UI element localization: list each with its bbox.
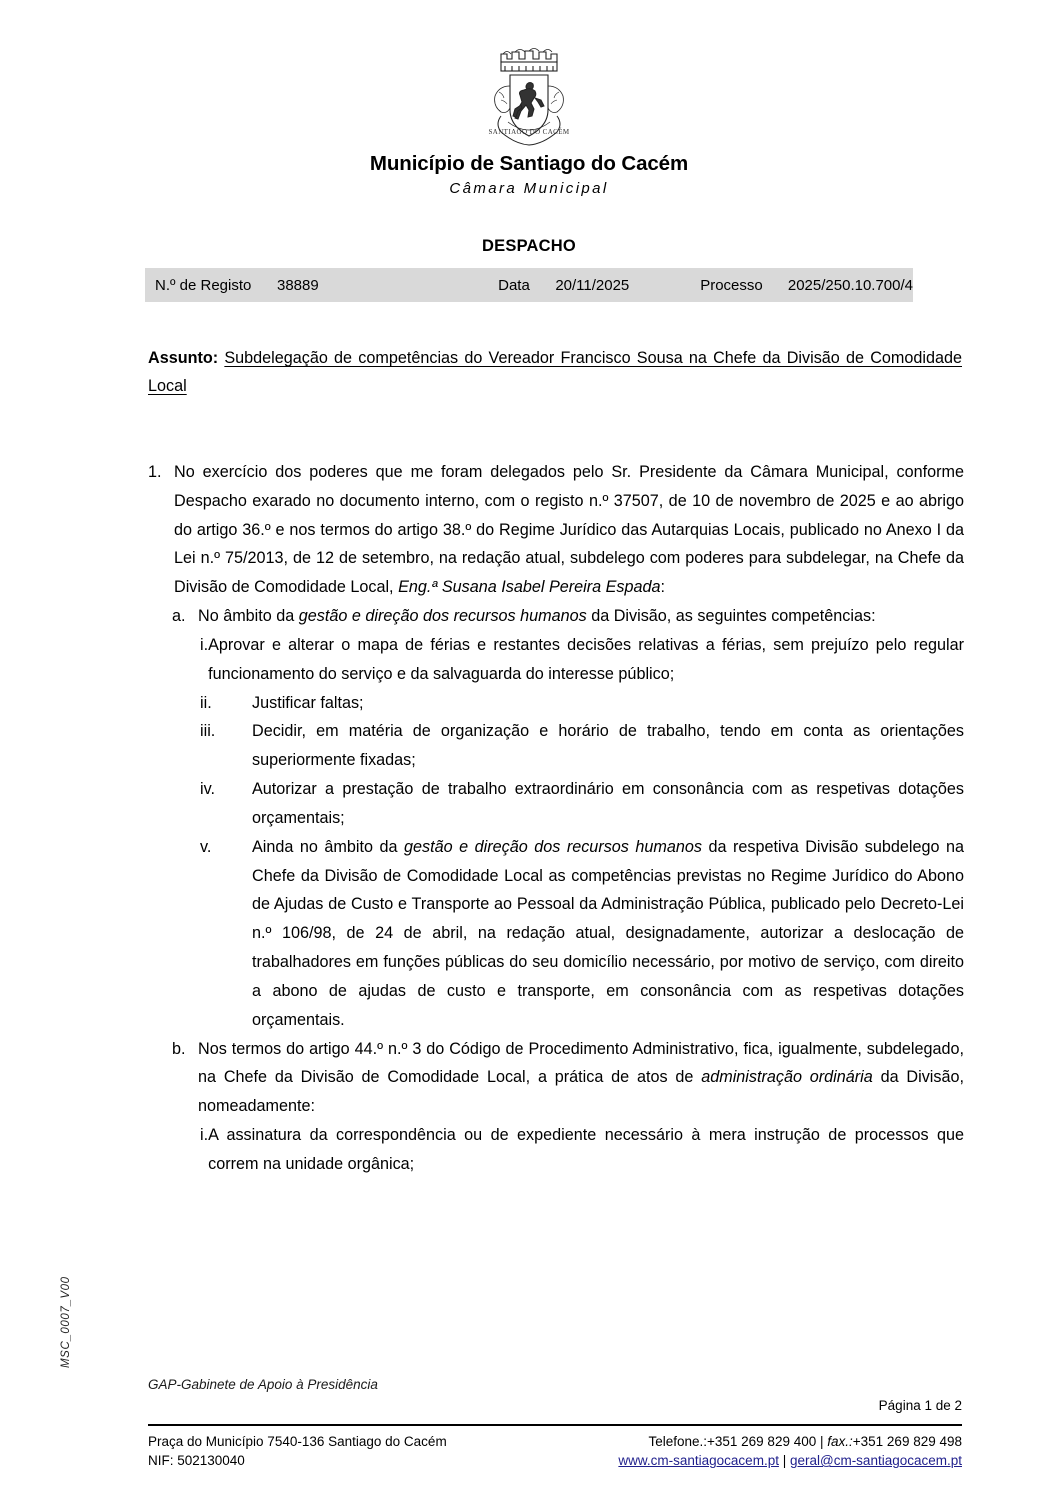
footer-fax-value: +351 269 829 498 — [852, 1434, 962, 1449]
clause-a-marker: a. — [172, 607, 186, 626]
clause-b-marker: b. — [172, 1039, 186, 1058]
clause-a-v-emphasis: gestão e direção dos recursos humanos — [404, 837, 702, 856]
footer-department: GAP-Gabinete de Apoio à Presidência — [148, 1377, 378, 1392]
clause-b-i-text: A assinatura da correspondência ou de expediente necessário à mera instrução de processos que correm na unidade orgânica; — [208, 1126, 964, 1173]
footer-address — [148, 1432, 447, 1470]
clause-a-iii-marker: iii. — [200, 722, 216, 741]
clause-a-v-text-a: Ainda no âmbito da — [252, 837, 405, 856]
clause-a-iii-text: Decidir, em matéria de organização e horário de trabalho, tendo em conta as orientações superiormente fixadas; — [252, 722, 964, 770]
clause-a-i — [200, 631, 964, 689]
clause-a-text-a: No âmbito da — [198, 607, 299, 626]
clause-a-ii — [200, 689, 964, 718]
clause-1-text-a: No exercício dos poderes que me foram delegados pelo Sr. Presidente da Câmara Municipal, conforme Despacho exarado no documento interno, com o registo n.º 37507, de 10 de novembro de 2025 e ao abrigo do artigo 36.º e nos termos do artigo 38.º do Regime Jurídico das Autarquias Locais, publicado no Anexo I da Lei n.º 75/2013, de 12 de setembro, na redação atual, subdelego com poderes para subdelegar, na Chefe da Divisão de Comodidade Local, — [174, 463, 964, 597]
document-version-code: MSC_0007_V00 — [60, 1276, 72, 1368]
clause-1-text-b: : — [660, 578, 666, 597]
clause-a-v — [200, 833, 964, 1035]
clause-a-v-marker: v. — [200, 837, 212, 856]
document-body — [148, 458, 964, 1179]
clause-b-content — [198, 1035, 964, 1121]
clause-a-v-content — [252, 833, 964, 1035]
data-label: Data — [498, 276, 530, 294]
clause-a-i-text: Aprovar e alterar o mapa de férias e restantes decisões relativas a férias, sem prejuízo pelo regular funcionamento do serviço e da salvaguarda do interesse público; — [208, 635, 964, 683]
footer-contact-separator: | — [816, 1434, 828, 1449]
footer-phone-label: Telefone.: — [648, 1434, 707, 1449]
santiago-do-cacem-coat-of-arms-icon — [481, 42, 577, 150]
data-value: 20/11/2025 — [555, 276, 630, 294]
svg-text:SANTIAGO DO CACÉM: SANTIAGO DO CACÉM — [488, 128, 570, 136]
clause-a-i-marker: i. — [200, 635, 209, 654]
clause-a-iv-content — [252, 775, 964, 833]
footer-phone-line — [618, 1432, 962, 1451]
footer-page-number: Página 1 de 2 — [878, 1398, 962, 1413]
crest-container — [0, 42, 1058, 150]
organization-title: Município de Santiago do Cacém — [369, 152, 689, 175]
clause-a — [172, 602, 964, 631]
clause-a-iii-content — [252, 717, 964, 775]
clause-1-name: Eng.ª Susana Isabel Pereira Espada — [398, 578, 661, 597]
subject-label: Assunto: — [148, 349, 219, 367]
clause-a-ii-text: Justificar faltas; — [252, 693, 364, 712]
subject-value: Subdelegação de competências do Vereador Francisco Sousa na Chefe da Divisão de Comodidade Local — [148, 349, 962, 395]
footer-link-separator: | — [778, 1453, 790, 1469]
registry-table — [145, 268, 913, 302]
clause-b-text-a: Nos termos do artigo 44.º n.º 3 do Código de Procedimento Administrativo, fica, igualmente, subdelegado, na Chefe da Divisão de Comodidade Local, a prática de atos de — [198, 1039, 964, 1087]
footer-divider — [148, 1424, 962, 1426]
processo-value: 2025/250.10.700/4 — [787, 276, 913, 294]
clause-a-v-text-b: da respetiva Divisão subdelego na Chefe da Divisão de Comodidade Local as competências previstas no Regime Jurídico do Abono de Ajudas de Custo e Transporte ao Pessoal da Administração Pública, publicado pelo Decreto-Lei n.º 106/98, de 24 de abril, na redação atual, designadamente, autorizar a deslocação de trabalhadores em funções públicas do seu domicílio necessário, por motivo de serviço, com direito a abono de ajudas de custo e transporte, em consonância com as respetivas dotações orçamentais. — [252, 837, 964, 1029]
clause-1-marker: 1. — [148, 463, 162, 481]
footer-web-line — [618, 1451, 962, 1470]
clause-b-i-content — [208, 1121, 964, 1179]
clause-a-i-content — [208, 631, 964, 689]
footer-columns — [148, 1432, 962, 1470]
clause-b-emphasis: administração ordinária — [701, 1068, 873, 1087]
footer-fax-label: fax.: — [827, 1434, 853, 1449]
subject-line — [148, 345, 962, 401]
document-kind-heading: DESPACHO — [482, 237, 576, 255]
clause-1-content — [174, 458, 964, 602]
clause-b — [172, 1035, 964, 1121]
footer-phone-value: +351 269 829 400 — [707, 1434, 817, 1449]
footer-contacts — [618, 1432, 962, 1470]
clause-a-ii-marker: ii. — [200, 693, 212, 712]
clause-a-emphasis: gestão e direção dos recursos humanos — [298, 607, 587, 626]
clause-b-i — [200, 1121, 964, 1179]
clause-a-iii — [200, 717, 964, 775]
clause-a-iv-text: Autorizar a prestação de trabalho extraordinário em consonância com as respetivas dotações orçamentais; — [252, 780, 964, 827]
footer-email-link[interactable]: geral@cm-santiagocacem.pt — [789, 1453, 962, 1469]
footer-address-line2: NIF: 502130040 — [148, 1453, 245, 1469]
clause-b-text-b: da Divisão, nomeadamente: — [198, 1068, 964, 1116]
processo-label: Processo — [700, 276, 763, 294]
footer-address-line1: Praça do Município 7540-136 Santiago do Cacém — [148, 1434, 447, 1449]
clause-a-iv-marker: iv. — [200, 780, 215, 799]
registo-value: 38889 — [277, 276, 319, 294]
clause-1 — [148, 458, 964, 602]
clause-a-text-b: da Divisão, as seguintes competências: — [586, 607, 876, 626]
clause-a-ii-content — [252, 689, 964, 718]
organization-subtitle: Câmara Municipal — [449, 180, 609, 197]
registo-label: N.º de Registo — [155, 276, 252, 294]
clause-a-iv — [200, 775, 964, 833]
footer-website-link[interactable]: www.cm-santiagocacem.pt — [618, 1453, 779, 1469]
clause-b-i-marker: i. — [200, 1126, 209, 1145]
clause-a-content — [198, 602, 964, 631]
